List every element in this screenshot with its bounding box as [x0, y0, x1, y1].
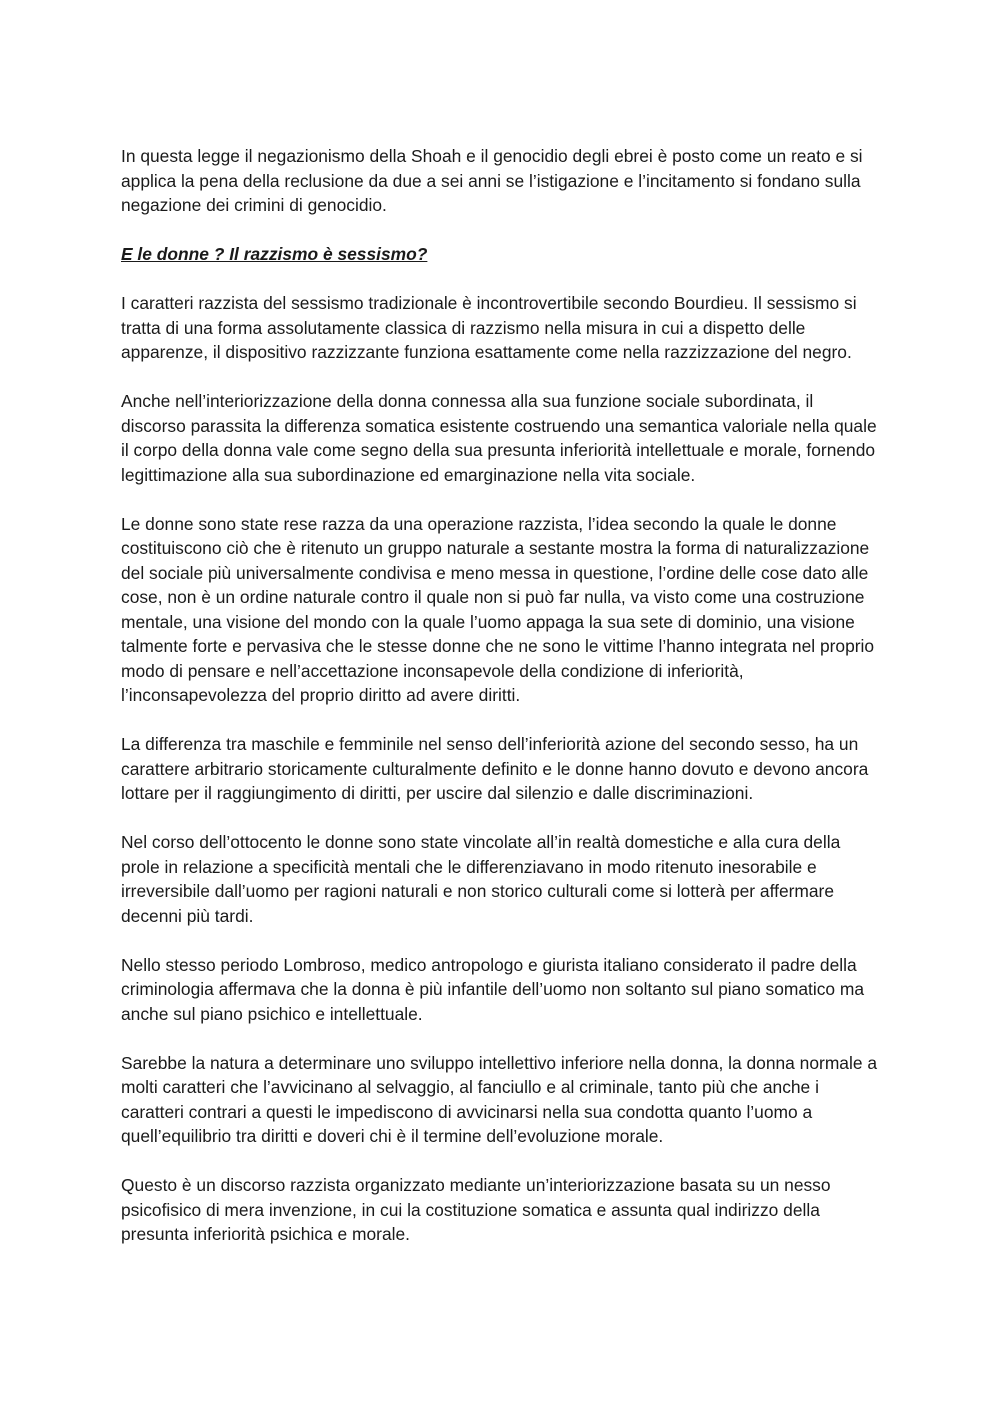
paragraph-natura: Sarebbe la natura a determinare uno sviluppo intellettivo inferiore nella donna, la donna normale a molti caratteri che l’avvicinano al selvaggio, al fanciullo e al criminale, tanto più che anche i caratteri contrari a questi le impediscono di avvicinarsi nella sua condotta quanto l’uomo a quell’equilibrio tra diritti e doveri chi è il termine dell’evoluzione morale.: [121, 1052, 878, 1146]
section-heading: E le donne ? Il razzismo è sessismo?: [121, 244, 428, 264]
paragraph-bourdieu: I caratteri razzista del sessismo tradizionale è incontrovertibile secondo Bourdieu. Il sessismo si tratta di una forma assolutamente classica di razzismo nella misura in cui a dispetto delle apparenze, il dispositivo razzizzante funziona esattamente come nella razzizzazione del negro.: [121, 293, 857, 362]
paragraph-donne-razza: Le donne sono state rese razza da una operazione razzista, l’idea secondo la quale le donne costituiscono ciò che è ritenuto un gruppo naturale a sestante mostra la forma di naturalizzazione del sociale più universalmente condivisa e meno messa in questione, l’ordine delle cose dato alle cose, non è un ordine naturale contro il quale non si può far nulla, va visto come una costruzione mentale, una visione del mondo con la quale l’uomo appaga la sua sete di dominio, una visione talmente forte e pervasiva che le stesse donne che ne sono le vittime l’hanno integrata nel proprio modo di pensare e nell’accettazione inconsapevole della condizione di inferiorità, l’inconsapevolezza del proprio diritto ad avere diritti.: [121, 513, 875, 705]
paragraph-interiorizzazione: Anche nell’interiorizzazione della donna connessa alla sua funzione sociale subordinata, il discorso parassita la differenza somatica esistente costruendo una semantica valoriale nella quale il corpo della donna vale come segno della sua presunta inferiorità intellettuale e morale, fornendo legittimazione alla sua subordinazione ed emarginazione nella vita sociale.: [121, 391, 877, 485]
paragraph-legge-negazionismo: In questa legge il negazionismo della Shoah e il genocidio degli ebrei è posto come un reato e si applica la pena della reclusione da due a sei anni se l’istigazione e l’incitamento si fondano sulla negazione dei crimini di genocidio.: [121, 146, 863, 215]
paragraph-differenza: La differenza tra maschile e femminile nel senso dell’inferiorità azione del secondo sesso, ha un carattere arbitrario storicamente culturalmente definito e le donne hanno dovuto e devono ancora lottare per il raggiungimento di diritti, per uscire dal silenzio e dalle discriminazioni.: [121, 734, 869, 803]
paragraph-lombroso: Nello stesso periodo Lombroso, medico antropologo e giurista italiano considerato il padre della criminologia affermava che la donna è più infantile dell’uomo non soltanto sul piano somatico ma anche sul piano psichico e intellettuale.: [121, 954, 865, 1024]
paragraph-discorso-razzista: Questo è un discorso razzista organizzato mediante un’interiorizzazione basata su un nesso psicofisico di mera invenzione, in cui la costituzione somatica e assunta qual indirizzo della presunta inferiorità psichica e morale.: [121, 1175, 831, 1244]
paragraph-ottocento: Nel corso dell’ottocento le donne sono state vincolate all’in realtà domestiche e alla cura della prole in relazione a specificità mentali che le differenziavano in modo ritenuto inesorabile e irreversibile dall’uomo per ragioni naturali e non storico culturali come si lotterà per affermare decenni più tardi.: [121, 832, 841, 926]
